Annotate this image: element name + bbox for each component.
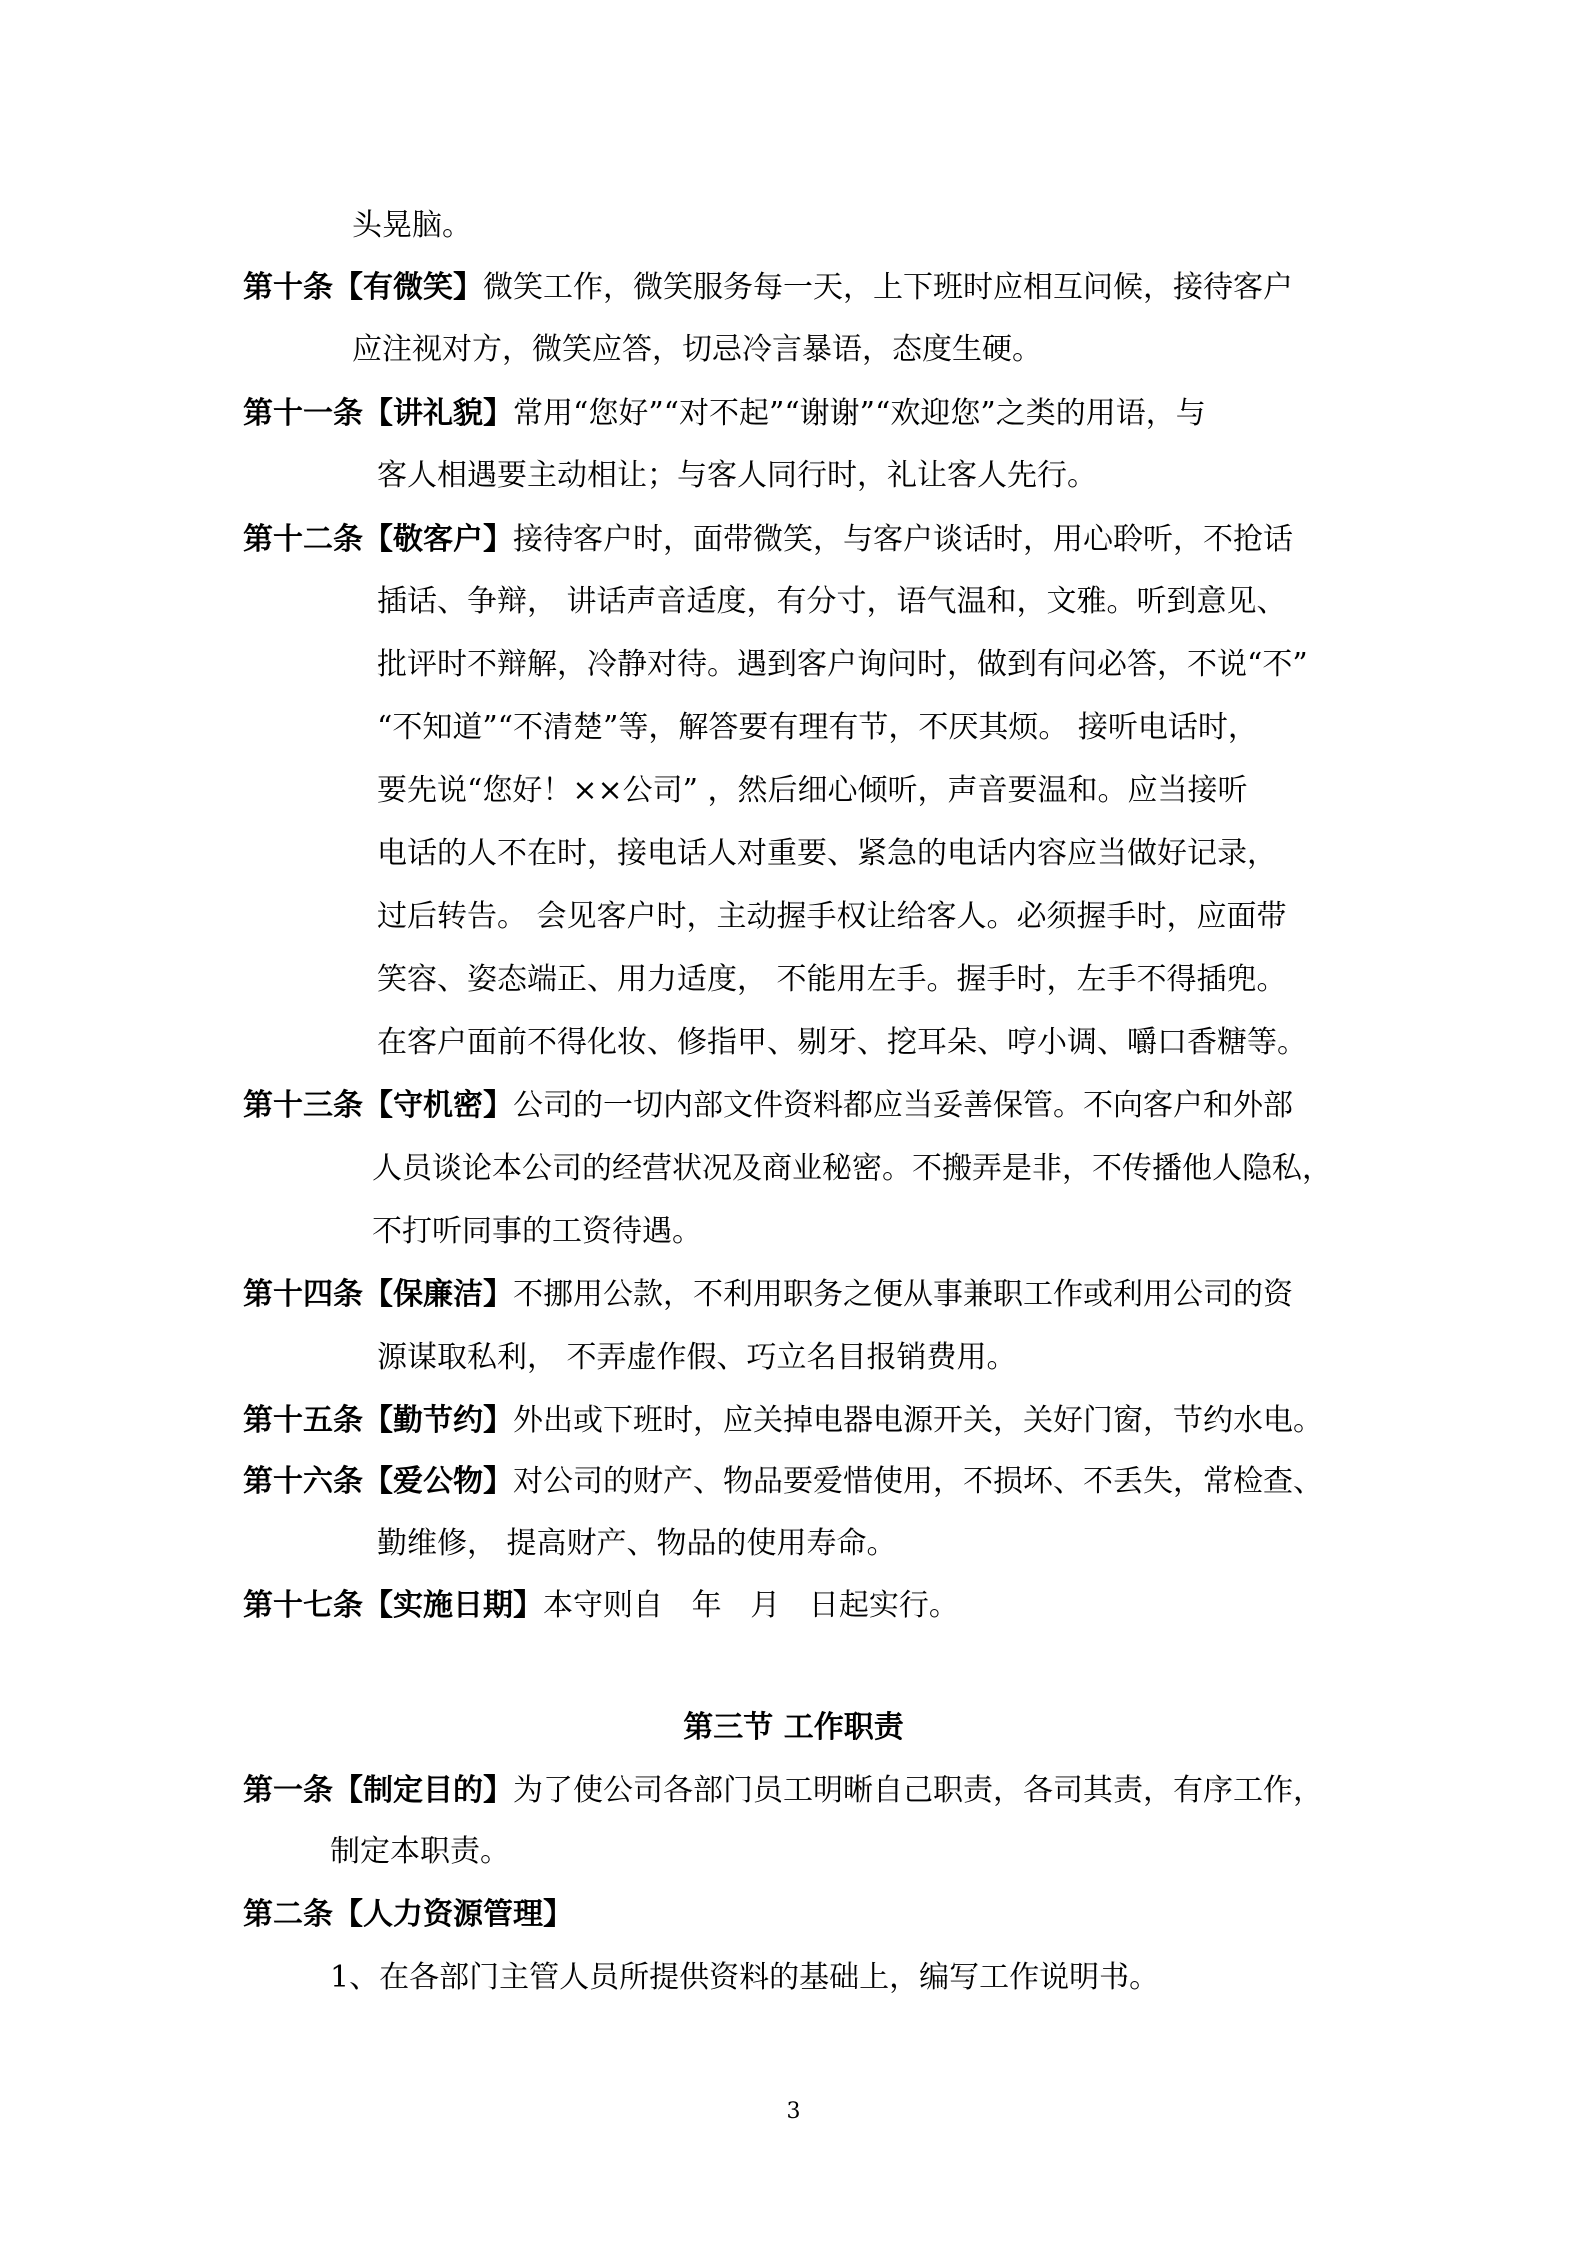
section-article-1-first-line — [243, 1771, 1323, 1811]
article-12-first-line — [243, 520, 1293, 560]
article-13-text: 人员谈论本公司的经营状况及商业秘密。不搬弄是非，不传播他人隐私， — [372, 1151, 1332, 1186]
article-16-text: 勤维修， 提高财产、物品的使用寿命。 — [377, 1526, 897, 1561]
article-12-text: 要先说“您好！××公司” ，然后细心倾听，声音要温和。应当接听 — [377, 773, 1248, 808]
article-11-first-line — [243, 394, 1206, 434]
article-10-first-line — [243, 268, 1293, 308]
article-16-text: 对公司的财产、物品要爱惜使用，不损坏、不丢失，常检查、 — [513, 1464, 1323, 1499]
article-15-first-line — [243, 1401, 1323, 1441]
article-12-text: 在客户面前不得化妆、修指甲、剔牙、挖耳朵、哼小调、嚼口香糖等。 — [377, 1025, 1307, 1060]
article-10-text: 微笑工作，微笑服务每一天，上下班时应相互问候，接待客户 — [483, 270, 1293, 305]
article-11-text: 常用“您好”“对不起”“谢谢”“欢迎您”之类的用语，与 — [513, 396, 1206, 431]
page-number: 3 — [786, 2099, 801, 2124]
article-16-first-line — [243, 1462, 1323, 1502]
article-12-text: 批评时不辩解，冷静对待。遇到客户询问时，做到有问必答，不说“不” — [377, 647, 1308, 682]
carryover-text: 头晃脑。 — [352, 208, 472, 243]
article-13-label: 第十三条【守机密】 — [243, 1088, 513, 1123]
article-11-text: 客人相遇要主动相让；与客人同行时，礼让客人先行。 — [377, 458, 1097, 493]
article-14-label: 第十四条【保廉洁】 — [243, 1277, 513, 1312]
article-12-label: 第十二条【敬客户】 — [243, 522, 513, 557]
section-article-1-label: 第一条【制定目的】 — [243, 1773, 513, 1808]
article-10-text: 应注视对方，微笑应答，切忌冷言暴语，态度生硬。 — [352, 332, 1042, 367]
section-article-1-text: 为了使公司各部门员工明晰自己职责，各司其责，有序工作， — [513, 1773, 1323, 1808]
article-12-text: “不知道”“不清楚”等，解答要有理有节，不厌其烦。 接听电话时， — [377, 710, 1258, 745]
article-14-first-line — [243, 1275, 1293, 1315]
article-14-text: 源谋取私利， 不弄虚作假、巧立名目报销费用。 — [377, 1340, 1017, 1375]
article-12-text: 笑容、姿态端正、用力适度， 不能用左手。握手时，左手不得插兜。 — [377, 962, 1287, 997]
article-12-text: 插话、争辩， 讲话声音适度，有分寸，语气温和，文雅。听到意见、 — [377, 584, 1287, 619]
article-11-label: 第十一条【讲礼貌】 — [243, 396, 513, 431]
article-12-text: 电话的人不在时，接电话人对重要、紧急的电话内容应当做好记录， — [377, 836, 1277, 871]
article-10-label: 第十条【有微笑】 — [243, 270, 483, 305]
section-article-2-label: 第二条【人力资源管理】 — [243, 1897, 573, 1932]
article-15-text: 外出或下班时，应关掉电器电源开关，关好门窗，节约水电。 — [513, 1403, 1323, 1438]
section-heading: 第三节 工作职责 — [683, 1710, 904, 1745]
section-article-2-item: 1、在各部门主管人员所提供资料的基础上，编写工作说明书。 — [330, 1960, 1160, 1995]
article-13-first-line — [243, 1086, 1293, 1126]
article-14-text: 不挪用公款，不利用职务之便从事兼职工作或利用公司的资 — [513, 1277, 1293, 1312]
article-17-first-line — [243, 1586, 959, 1626]
article-17-text: 本守则自 年 月 日起实行。 — [543, 1588, 959, 1623]
article-13-text: 公司的一切内部文件资料都应当妥善保管。不向客户和外部 — [513, 1088, 1293, 1123]
article-15-label: 第十五条【勤节约】 — [243, 1403, 513, 1438]
article-16-label: 第十六条【爱公物】 — [243, 1464, 513, 1499]
article-13-text: 不打听同事的工资待遇。 — [372, 1214, 702, 1249]
article-17-label: 第十七条【实施日期】 — [243, 1588, 543, 1623]
section-article-1-text: 制定本职责。 — [330, 1834, 510, 1869]
article-12-text: 接待客户时，面带微笑，与客户谈话时，用心聆听，不抢话 — [513, 522, 1293, 557]
article-12-text: 过后转告。 会见客户时，主动握手权让给客人。必须握手时，应面带 — [377, 899, 1287, 934]
